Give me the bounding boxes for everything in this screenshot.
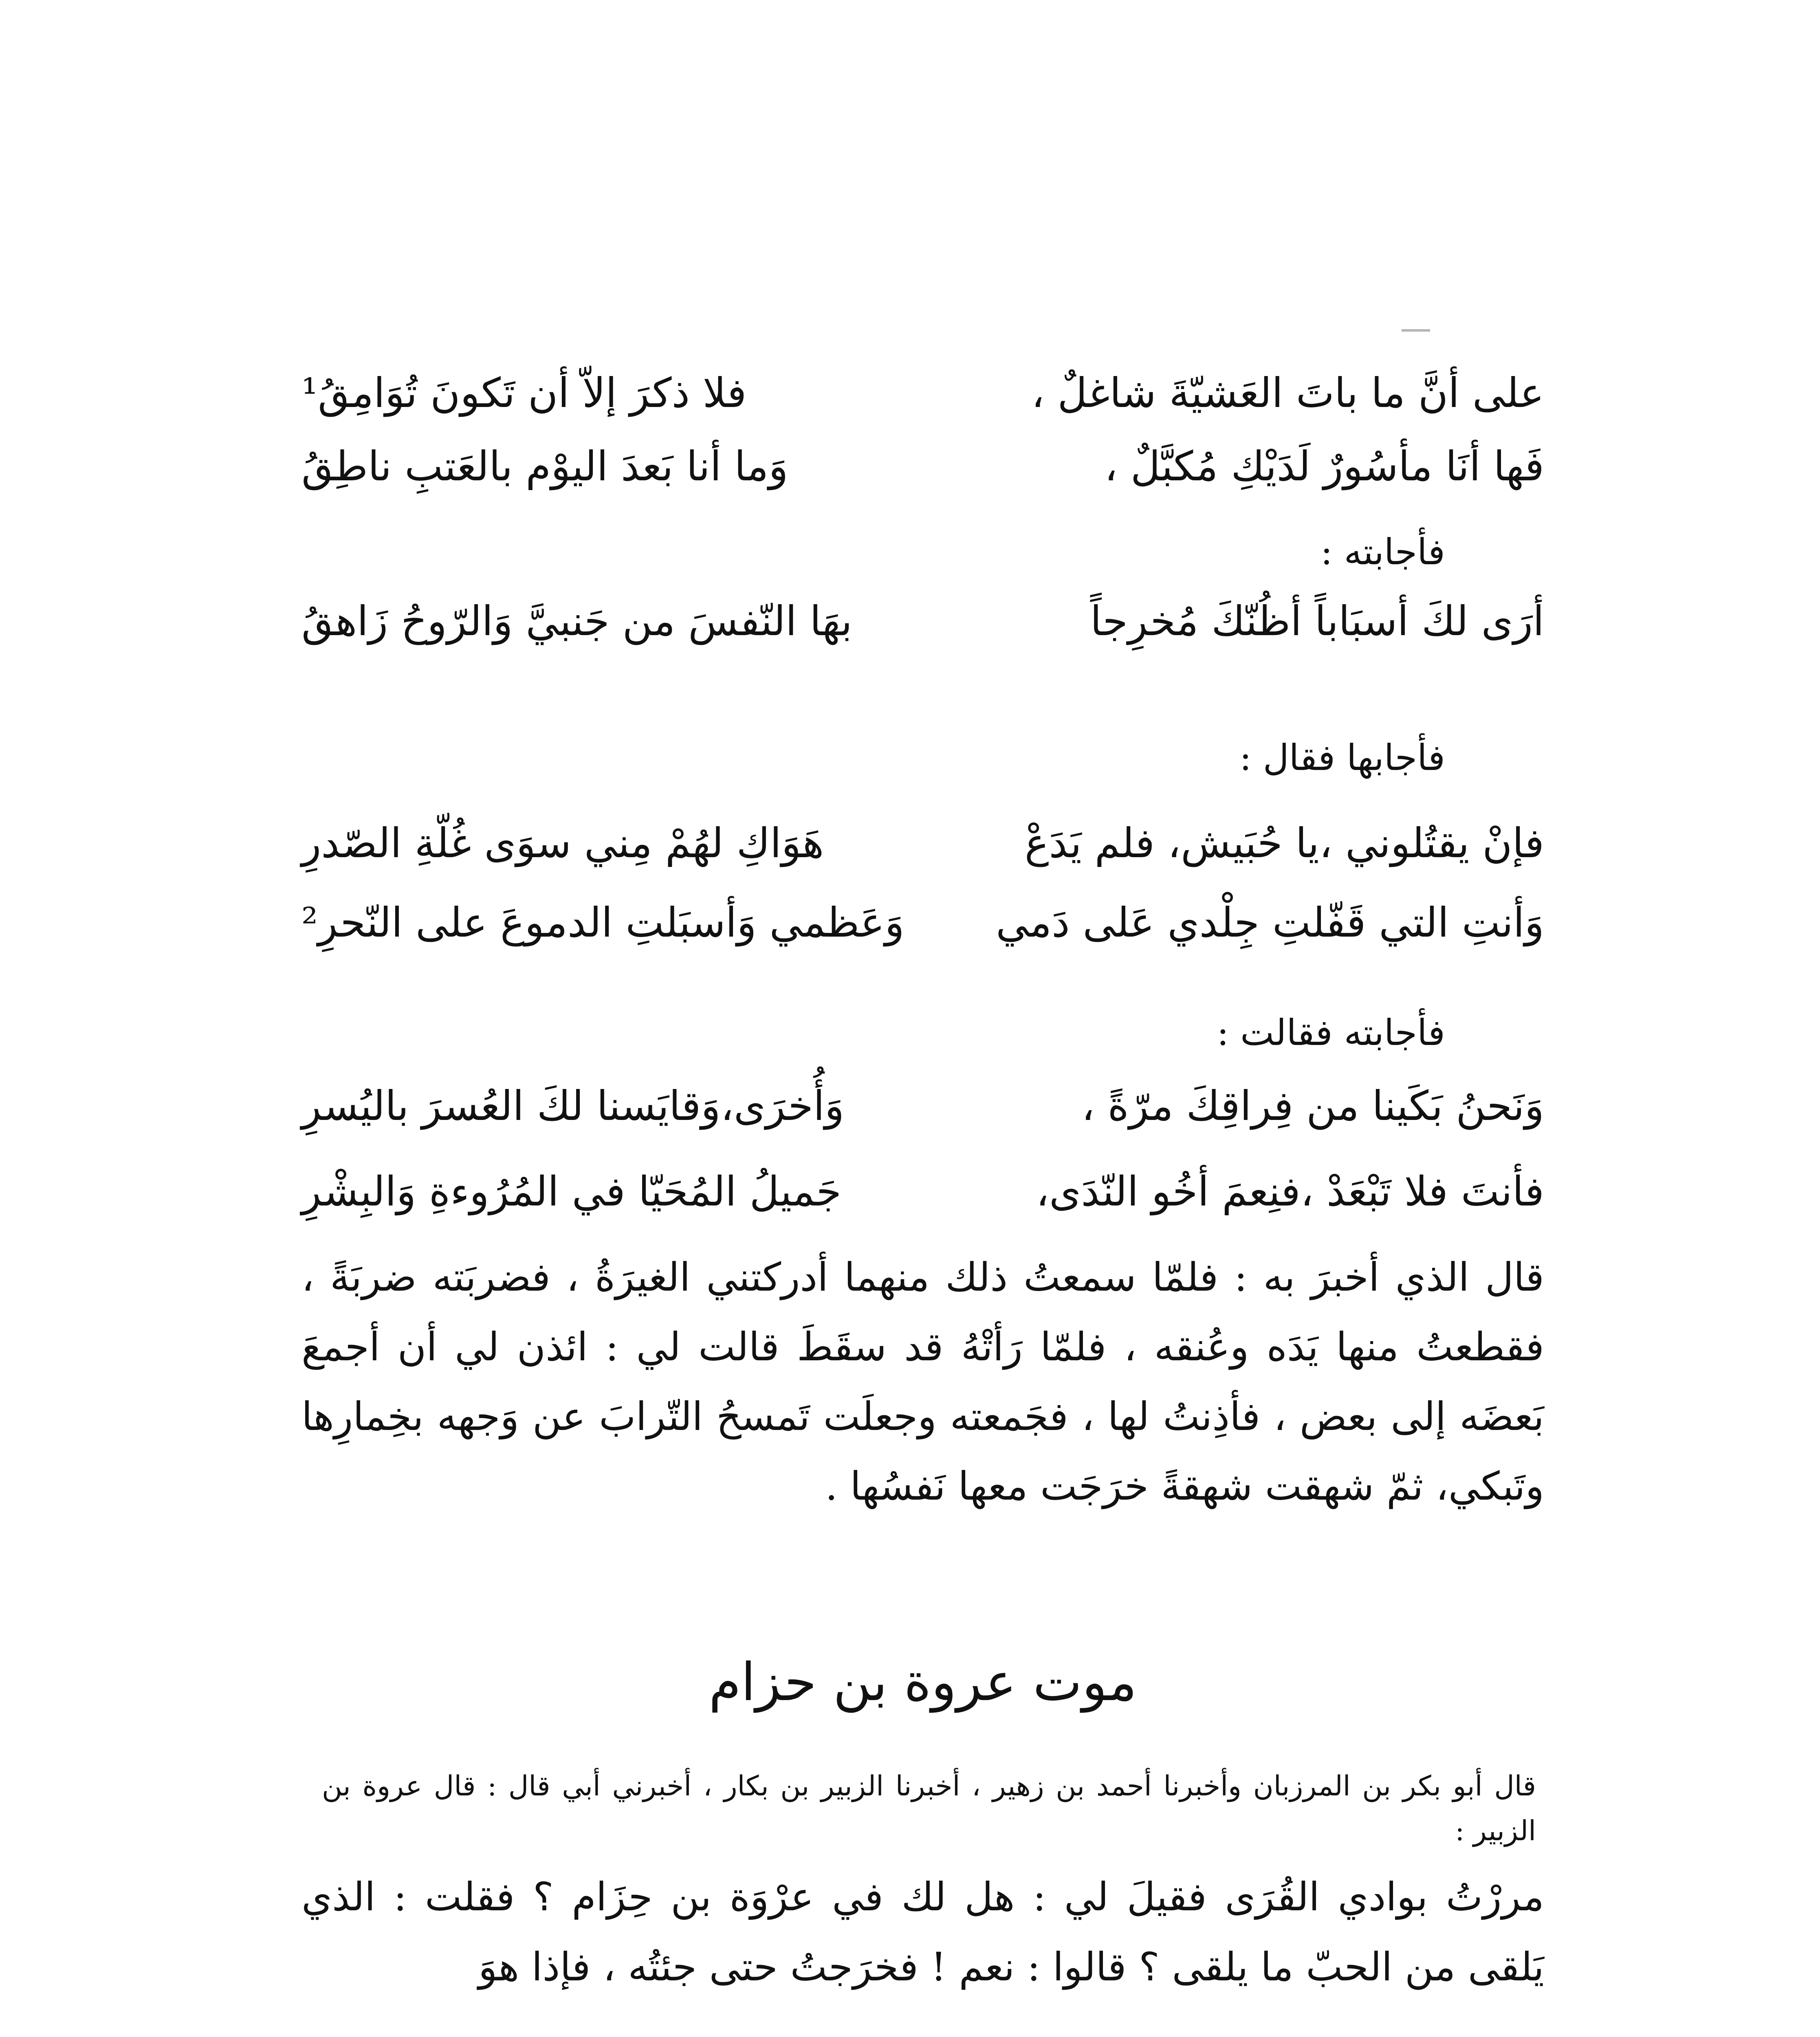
- verse-first-hemistich: فأنتَ فلا تَبْعَدْ ،فنِعمَ أخُو النّدَى،: [1036, 1168, 1544, 1215]
- poem-verse: [301, 587, 1544, 656]
- section-title: موت عروة بن حزام: [709, 1652, 1137, 1713]
- poem-verse: [301, 1157, 1544, 1226]
- verse-first-hemistich: وَنَحنُ بَكَينا من فِراقِكَ مرّةً ،: [1081, 1082, 1544, 1130]
- poem-verse: [301, 432, 1544, 501]
- story-paragraph: مررْتُ بوادي القُرَى فقيلَ لي : هل لك في عرْوَة بن حِزَام ؟ فقلت : الذي يَلقى من الحبّ ما يلقى ؟ قالوا : نعم ! فخرَجتُ حتى جئتُه ، فإذا هوَ: [301, 1874, 1545, 1990]
- poem-verse: [301, 359, 1544, 428]
- verse-second-hemistich: جَميلُ المُحَيّا في المُرُوءةِ وَالبِشْرِ: [301, 1168, 842, 1215]
- verse-second-hemistich: بهَا النّفسَ من جَنبيَّ وَالرّوحُ زَاهقُ: [301, 597, 852, 645]
- verse-first-hemistich: فَها أنَا مأسُورٌ لَدَيْكِ مُكبَّلٌ ،: [1104, 442, 1544, 490]
- poem-verse: [301, 1071, 1544, 1141]
- verse-first-hemistich: على أنَّ ما باتَ العَشيّةَ شاغلٌ ،: [1031, 369, 1544, 417]
- verse-second-hemistich: وَعَظمي وَأسبَلتِ الدموعَ على النّحرِ²: [301, 899, 904, 946]
- verse-first-hemistich: وَأنتِ التي قَفّلتِ جِلْدي عَلى دَمي: [996, 899, 1544, 946]
- verse-second-hemistich: وَأُخرَى،وَقايَسنا لكَ العُسرَ باليُسرِ: [301, 1082, 845, 1130]
- poem-verse: [301, 809, 1544, 878]
- chain-of-narration: قال أبو بكر بن المرزبان وأخبرنا أحمد بن زهير ، أخبرنا الزبير بن بكار ، أخبرني أبي قال : قال عروة بن الزبير :: [322, 1770, 1536, 1847]
- verse-second-hemistich: وَما أنا بَعدَ اليوْم بالعَتبِ ناطِقُ: [301, 442, 788, 490]
- prose-paragraph: قال الذي أخبرَ به : فلمّا سمعتُ ذلك منهما أدركتني الغيرَةُ ، فضربَته ضربَةً ، فقطعتُ منها يَدَه وعُنقه ، فلمّا رَأتْهُ قد سقَطَ قالت لي : ائذن لي أن أجمعَ بَعضَه إلى بعض ، فأذِنتُ لها ، فجَمعته وجعلَت تَمسحُ التّرابَ عن وَجهه بخِمارِها وتَبكي، ثمّ شهقت شهقةً خرَجَت معها نَفسُها .: [301, 1254, 1545, 1509]
- poem-verse: [301, 888, 1544, 957]
- verse-first-hemistich: أرَى لكَ أسبَاباً أظُنّكَ مُخرِجاً: [1090, 597, 1544, 645]
- verse-first-hemistich: فإنْ يقتُلوني ،يا حُبَيش، فلم يَدَعْ: [1024, 819, 1544, 867]
- verse-second-hemistich: هَوَاكِ لهُمْ مِني سوَى غُلّةِ الصّدرِ: [301, 819, 824, 867]
- top-margin-mark: [1402, 329, 1430, 332]
- verse-second-hemistich: فلا ذكرَ إلاّ أن تَكونَ تُوَامِقُ¹: [301, 369, 747, 417]
- speaker-line: فأجابته فقالت :: [1217, 1012, 1445, 1054]
- speaker-line: فأجابها فقال :: [1239, 737, 1445, 779]
- speaker-line: فأجابته :: [1320, 531, 1445, 573]
